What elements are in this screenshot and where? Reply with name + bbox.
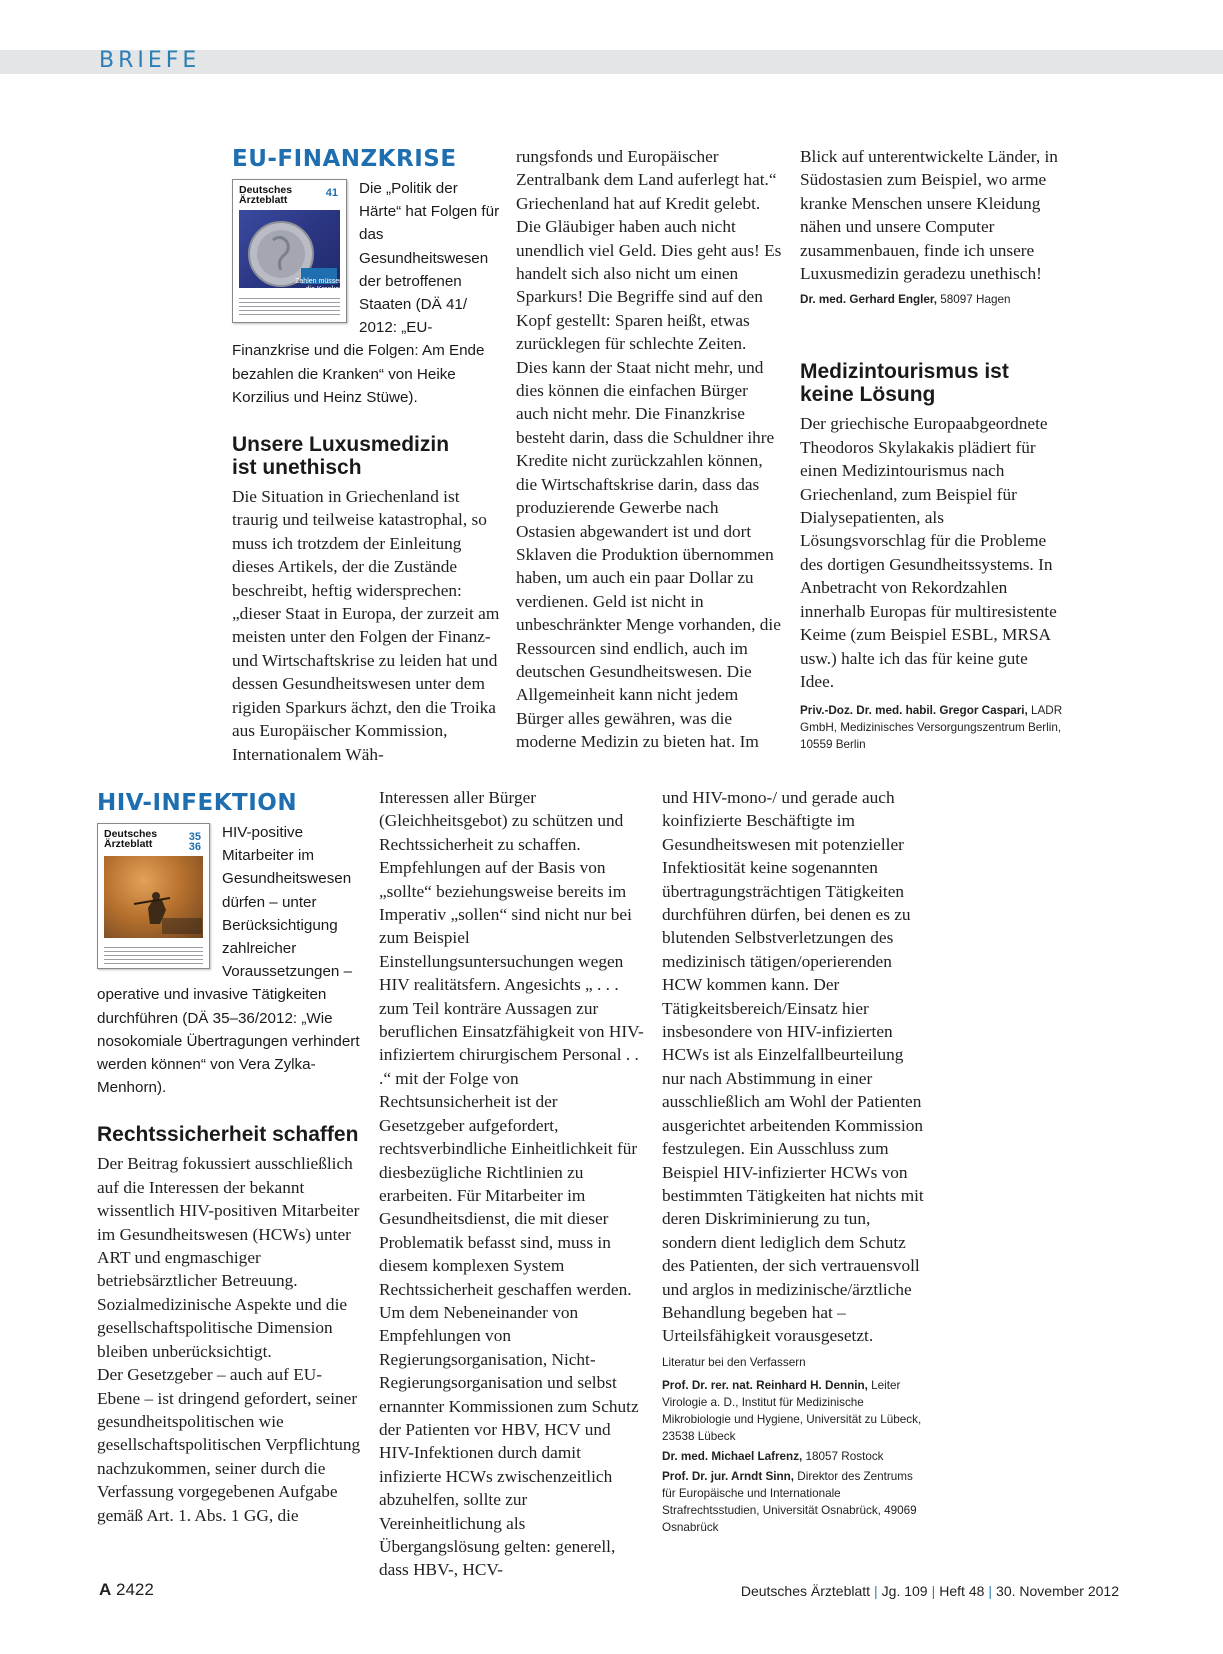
hiv-letter-text-col3: und HIV-mono-/ und gerade auch koinfizierte Beschäftigte im Gesundheitswesen mit potenzieller Infektiosität keine sogenannten übertragungsträchtigen Tätigkeiten durchführen dürfen, bei denen es zu blutenden Selbstverletzungen des medizinisch tätigen/operierenden HCW kommen kann. Der Tätigkeitsbereich/Einsatz hier insbesondere von HIV-infizierten HCWs ist als Einzelfallbeurteilung nur nach Abstimmung in einer ausschließlich am Wohl der Patienten ausgerichtet arbeitenden Kommission festzulegen. Ein Ausschluss zum Beispiel HIV-infizierter HCWs von bestimmten Tätigkeiten hat nichts mit deren Diskriminierung zu tun, sondern dient lediglich dem Schutz des Patienten, der sich vertrauensvoll und arglos in medizinische/ärztliche Behandlung begeben hat – Urteilsfähigkeit vorausgesetzt. — [662, 788, 924, 1346]
eu-letter1-text-col2: rungsfonds und Europäischer Zentralbank dem Land auferlegt hat.“ Griechenland hat auf Kredit gelebt. Die Gläubiger haben auch nicht unendlich viel Geld. Dies geht aus! Es handelt sich also nicht um einen Sparkurs! Die Begriffe sind auf den Kopf gestellt: Sparen heißt, etwas zurücklegen für schlechte Zeiten. Dies kann der Staat nicht mehr, und dies können die einfachen Bürger auch nicht mehr. Die Finanzkrise besteht darin, dass die Schuldner ihre Kredite nicht zurückzahlen können, die Wirtschaftskrise darin, dass das produzierende Gewerbe nach Ostasien abgewandert ist und dort Sklaven die Produktion übernommen haben, um auch ein paar Dollar zu verdienen. Geld ist nicht in unbeschränkter Menge vorhanden, die Ressourcen sind endlich, auch im deutschen Gesundheitswesen. Die Allgemeinheit kann nicht jedem Bürger alles gewähren, was die moderne Medizin zu bieten hat. Im — [516, 147, 782, 752]
coin-icon — [239, 210, 340, 288]
section-label: BRIEFE — [99, 48, 201, 73]
hiv-signature-2: Dr. med. Michael Lafrenz, 18057 Rostock — [662, 1449, 884, 1463]
eu-column-2 — [516, 145, 782, 754]
hiv-letter-text-col2a: Interessen aller Bürger (Gleichheitsgebot) zu schützen und Rechtssicherheit zu schaffen. Empfehlungen auf der Basis von „sollte“ beziehungsweise bereits im Imperativ „sollen“ sind nicht nur bei zum Beispiel Einstellungsuntersuchungen wegen HIV realitätsfern. Angesichts „ . . . zum Teil konträre Aussagen zur beruflichen Einsatzfähigkeit von HIV-infiziertem chirurgischem Personal . . .“ mit der Folge von Rechtsunsicherheit ist der Gesetzgeber aufgefordert, rechtsverbindliche Einheitlichkeit für diesbezügliche Richtlinien zu erarbeiten. Für Mitarbeiter im Gesundheitsdienst, die mit dieser Problematik befasst sind, muss in diesem komplexen System Rechtssicherheit geschaffen werden. — [379, 788, 644, 1299]
journal-info — [741, 1583, 1119, 1599]
hiv-literature-note: Literatur bei den Verfassern — [662, 1355, 806, 1369]
eu-cover-headline: Zahlen müssen die Kranken — [295, 278, 343, 293]
separator: | — [988, 1583, 993, 1599]
hiv-cover-image — [104, 856, 203, 938]
eu-letter2-text: Der griechische Europaabgeordnete Theodoros Skylakakis plädiert für einen Medizintourismus nach Griechenland, zum Beispiel für Dialysepatienten, als Lösungsvorschlag für die Probleme des dortigen Gesundheitssystems. In Anbetracht von Rekordzahlen innerhalb Europas für multiresistente Keime (zum Beispiel ESBL, MRSA usw.) halte ich das für keine gute Idee. — [800, 414, 1057, 691]
journal-date: 30. November 2012 — [996, 1583, 1119, 1599]
hiv-letter-heading: Rechtssicherheit schaffen — [97, 1123, 359, 1147]
eu-cover-thumbnail — [232, 179, 347, 323]
hiv-section-title: HIV-INFEKTION — [97, 790, 298, 816]
eu-cover-image — [239, 210, 340, 288]
eu-letter1-heading: Unsere Luxusmedizin ist unethisch — [232, 433, 450, 480]
eu-intro: Deutsches Ärzteblatt 41 Zahlen müssen die Kranken Die „Politik der Härte“ hat Folgen für das Gesundheitswesen der betroffenen Staaten (DÄ 41/ 2012: „EU-Finanzkrise und die Folgen: Am Ende bezahlen die Kranken“ von Heike Korzilius und Heinz Stüwe). — [232, 180, 500, 406]
hiv-letter-text-col1a: Der Beitrag fokussiert ausschließlich auf die Interessen der bekannt wissentlich HIV-positiven Mitarbeiter im Gesundheitswesen (HCWs) unter ART und engmaschiger betriebsärztlicher Betreuung. Sozialmedizinische Aspekte und die gesellschaftspolitische Dimension bleiben unberücksichtigt. — [97, 1154, 360, 1361]
eu-cover-masthead: Deutsches Ärzteblatt — [239, 184, 293, 206]
hiv-cover-masthead: Deutsches Ärzteblatt — [104, 828, 158, 850]
journal-name: Deutsches Ärzteblatt — [740, 1583, 871, 1599]
eu-letter1-text-col1: Die Situation in Griechenland ist traurig und teilweise katastrophal, so muss ich trotzdem der Einleitung dieses Artikels, der die Zustände beschreibt, heftig widersprechen: „dieser Staat in Europa, der zurzeit am meisten unter den Folgen der Finanz- und Wirtschaftskrise zu leiden hat und dessen Gesundheitswesen unter dem rigiden Sparkurs ächzt, den die Troika aus Europäischer Kommission, Internationalem Wäh- — [232, 487, 500, 764]
hiv-column-1 — [97, 789, 362, 1527]
separator: | — [874, 1583, 878, 1599]
eu-letter2-heading: Medizintourismus ist keine Lösung — [800, 360, 1009, 407]
eu-letter2-signature: Priv.-Doz. Dr. med. habil. Gregor Caspari, LADR GmbH, Medizinisches Versorgungszentrum Berlin, 10559 Berlin — [800, 704, 1063, 752]
eu-cover-issue: 41 — [325, 187, 338, 199]
eu-cover-teaser-lines — [239, 295, 340, 317]
soldier-icon — [104, 856, 205, 938]
eu-section-title: EU-FINANZKRISE — [232, 146, 457, 172]
hiv-letter-text-col1b: Der Gesetzgeber – auch auf EU-Ebene – ist dringend gefordert, seiner gesundheitspolitischen wie gesellschaftspolitischen Verpflichtung nachzukommen, seiner durch die Verfassung vorgegebenen Aufgabe gemäß Art. 1. Abs. 1 GG, die — [97, 1365, 361, 1525]
hiv-intro: Deutsches Ärzteblatt 35 36 HIV-positive Mitarbeiter im Gesundheitswesen dürfen – unter Berücksichtigung zahlreicher Voraussetzungen – operative und invasive Tätigkeiten durchführen (DÄ 35–36/2012: „Wie nosokomiale Übertragungen verhindert werden können“ von Vera Zylka-Menhorn). — [97, 824, 360, 1097]
hiv-cover-issue: 35 36 — [188, 831, 201, 853]
hiv-signature-1: Prof. Dr. rer. nat. Reinhard H. Dennin, Leiter Virologie a. D., Institut für Medizinische Mikrobiologie und Hygiene, Universität zu Lübeck, 23538 Lübeck — [662, 1378, 922, 1443]
hiv-signature-3: Prof. Dr. jur. Arndt Sinn, Direktor des Zentrums für Europäische und Internationale Strafrechtsstudien, Universität Osnabrück, 49069 Osnabrück — [662, 1469, 917, 1534]
separator: | — [931, 1583, 936, 1599]
eu-letter1-signature: Dr. med. Gerhard Engler, 58097 Hagen — [800, 293, 1011, 307]
hiv-column-3 — [662, 786, 928, 1536]
journal-volume: Jg. 109 — [881, 1583, 928, 1599]
hiv-cover-teaser-lines — [104, 944, 203, 964]
eu-column-1 — [232, 145, 500, 766]
hiv-column-2 — [379, 786, 644, 1582]
eu-column-3 — [800, 145, 1063, 753]
hiv-cover-thumbnail — [97, 823, 210, 969]
journal-issue: Heft 48 — [939, 1583, 985, 1599]
page-number: A 2422 — [99, 1580, 154, 1599]
eu-letter1-text-col3: Blick auf unterentwickelte Länder, in Südostasien zum Beispiel, wo arme kranke Menschen unsere Kleidung nähen und unsere Computer zusammenbauen, finde ich unsere Luxusmedizin geradezu unethisch! — [800, 147, 1058, 284]
hiv-letter-text-col2b: Um dem Nebeneinander von Empfehlungen von Regierungsorganisation, Nicht-Regierungsorganisation und selbst ernannter Kommissionen zum Schutz der Patienten vor HBV, HCV und HIV-Infektionen durch damit infizierte HCWs zwischenzeitlich abzuhelfen, sollte zur Vereinheitlichung als Übergangslösung gelten: generell, dass HBV-, HCV- — [379, 1302, 639, 1580]
